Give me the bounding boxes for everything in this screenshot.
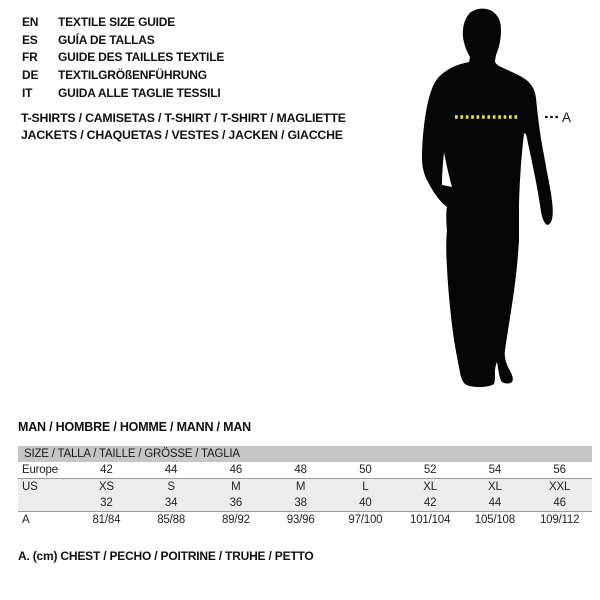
cell: 46 xyxy=(553,497,566,509)
size-table-grid xyxy=(18,462,592,528)
language-row-de xyxy=(22,66,224,84)
cell: 85/88 xyxy=(139,512,204,529)
cell: 56 xyxy=(553,464,566,476)
language-row-fr xyxy=(22,48,224,66)
language-row-it xyxy=(22,84,224,102)
cell: 42 xyxy=(423,497,437,509)
table-row-chest xyxy=(18,512,592,529)
size-table xyxy=(18,446,592,528)
cell: 52 xyxy=(423,464,437,476)
cell: 44 xyxy=(164,464,178,476)
cell: 40 xyxy=(359,497,372,509)
language-code: EN xyxy=(22,14,39,29)
row-label xyxy=(18,495,74,512)
cell: 93/96 xyxy=(268,512,333,529)
cell: M xyxy=(204,479,269,496)
cell: 54 xyxy=(488,464,502,476)
cell: XL xyxy=(463,479,528,496)
table-row-europe xyxy=(18,462,592,479)
cell: 42 xyxy=(100,464,113,476)
cell: XL xyxy=(398,479,463,496)
cell: 109/112 xyxy=(527,512,592,529)
cell: 34 xyxy=(164,497,178,509)
cell: 101/104 xyxy=(398,512,463,529)
row-label: A xyxy=(18,512,74,529)
table-row-us-numeric xyxy=(18,495,592,512)
cell: 36 xyxy=(229,497,243,509)
cell: XXL xyxy=(527,479,592,496)
language-label: GUIDA ALLE TAGLIE TESSILI xyxy=(58,85,221,100)
cell: 32 xyxy=(100,497,113,509)
cell: 38 xyxy=(294,497,307,509)
category-jackets: JACKETS / CHAQUETAS / VESTES / JACKEN / GIACCHE xyxy=(21,128,343,142)
measurement-footnote: A. (cm) CHEST / PECHO / POITRINE / TRUHE / PETTO xyxy=(18,549,314,563)
man-silhouette-figure xyxy=(395,0,600,410)
category-tshirts: T-SHIRTS / CAMISETAS / T-SHIRT / T-SHIRT / MAGLIETTE xyxy=(21,111,346,125)
cell: M xyxy=(268,479,333,496)
man-silhouette xyxy=(422,9,553,387)
language-list xyxy=(22,13,224,101)
cell: 81/84 xyxy=(74,512,139,529)
row-label: US xyxy=(18,479,74,496)
section-heading-man: MAN / HOMBRE / HOMME / MANN / MAN xyxy=(18,420,251,434)
category-lines xyxy=(21,110,346,144)
language-code: ES xyxy=(22,32,38,47)
cell: 46 xyxy=(229,464,243,476)
cell: 50 xyxy=(359,464,372,476)
cell: 48 xyxy=(294,464,307,476)
language-row-en xyxy=(22,13,224,31)
measure-label-a: A xyxy=(562,110,572,125)
cell: 97/100 xyxy=(333,512,398,529)
row-label: Europe xyxy=(22,464,58,476)
language-label: GUÍA DE TALLAS xyxy=(58,32,155,47)
table-row-us xyxy=(18,479,592,496)
language-label: GUIDE DES TAILLES TEXTILE xyxy=(58,50,225,65)
cell: 89/92 xyxy=(204,512,269,529)
language-label: TEXTILGRÖßENFÜHRUNG xyxy=(58,67,207,82)
cell: L xyxy=(333,479,398,496)
language-code: FR xyxy=(22,50,38,65)
size-table-header: SIZE / TALLA / TAILLE / GRÖSSE / TAGLIA xyxy=(18,446,592,462)
language-label: TEXTILE SIZE GUIDE xyxy=(58,14,176,29)
cell: S xyxy=(139,479,204,496)
cell: XS xyxy=(74,479,139,496)
language-code: DE xyxy=(22,67,39,82)
language-row-es xyxy=(22,31,224,49)
cell: 44 xyxy=(488,497,502,509)
cell: 105/108 xyxy=(463,512,528,529)
language-code: IT xyxy=(22,85,33,100)
